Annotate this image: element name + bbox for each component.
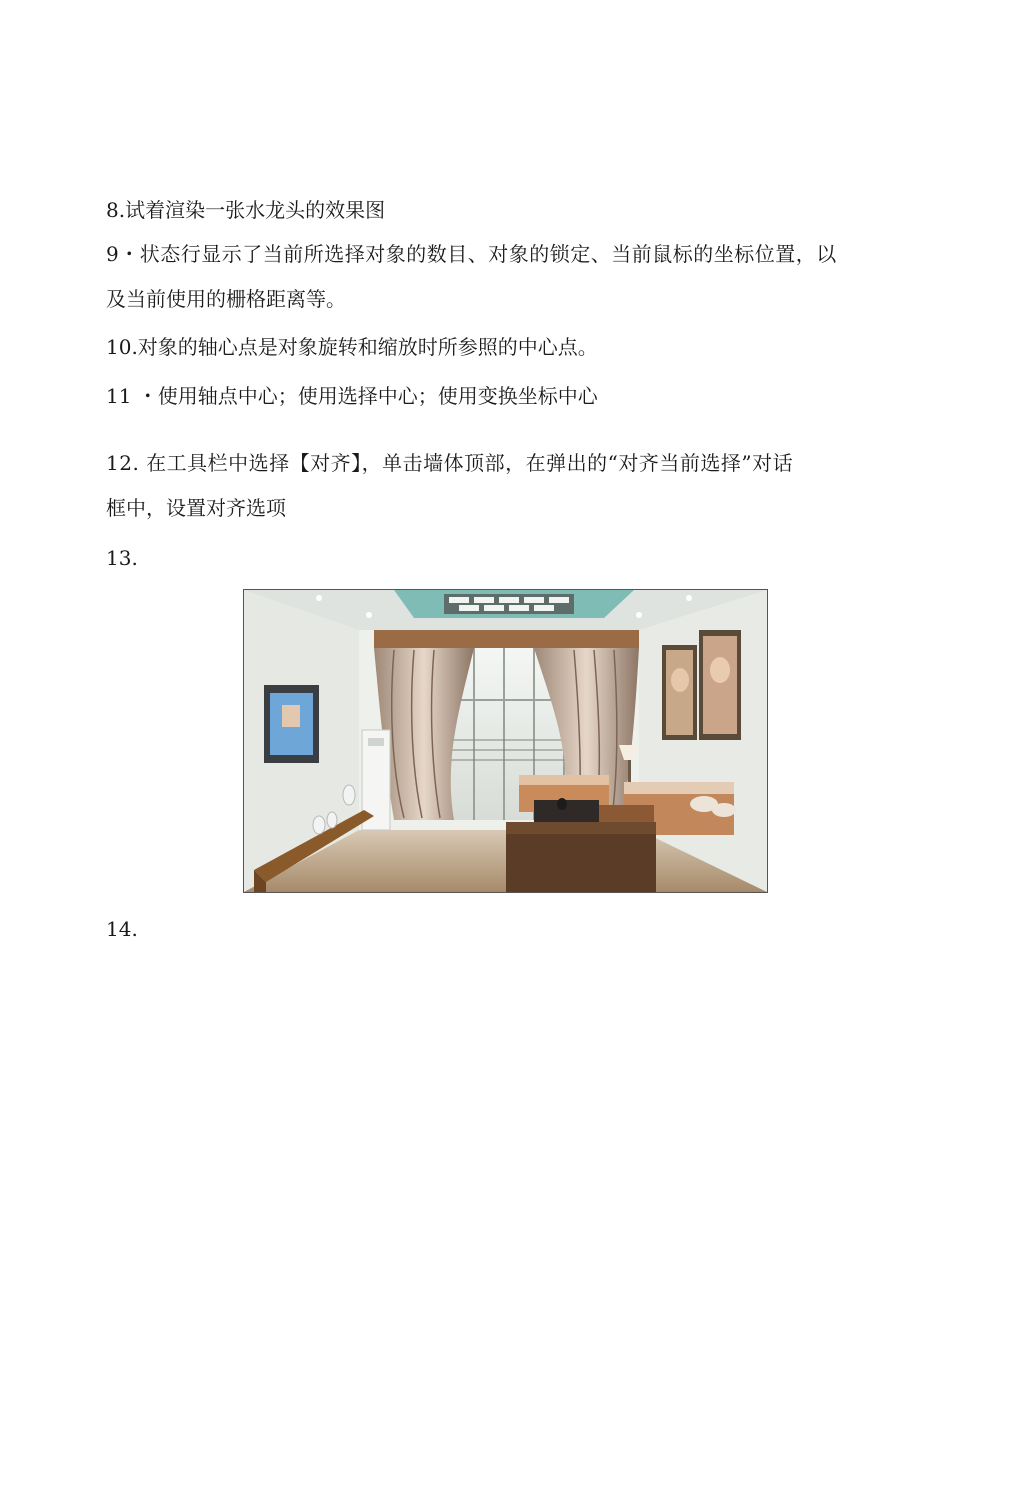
item-10: 10.对象的轴心点是对象旋转和缩放时所参照的中心点。 xyxy=(106,335,598,359)
item-11: 11 ・使用轴点中心；使用选择中心；使用变换坐标中心 xyxy=(106,384,598,408)
item-9-line-2: 及当前使用的栅格距离等。 xyxy=(106,287,346,311)
item-14: 14. xyxy=(106,917,138,941)
item-8: 8.试着渲染一张水龙头的效果图 xyxy=(106,198,386,222)
living-room-render-image xyxy=(243,589,768,893)
item-12-line-1: 12. 在工具栏中选择【对齐】，单击墙体顶部，在弹出的“对齐当前选择”对话 xyxy=(106,451,794,475)
item-9-line-1: 9・状态行显示了当前所选择对象的数目、对象的锁定、当前鼠标的坐标位置，以 xyxy=(106,242,837,266)
item-13: 13. xyxy=(106,546,138,570)
item-12-line-2: 框中，设置对齐选项 xyxy=(106,496,286,520)
